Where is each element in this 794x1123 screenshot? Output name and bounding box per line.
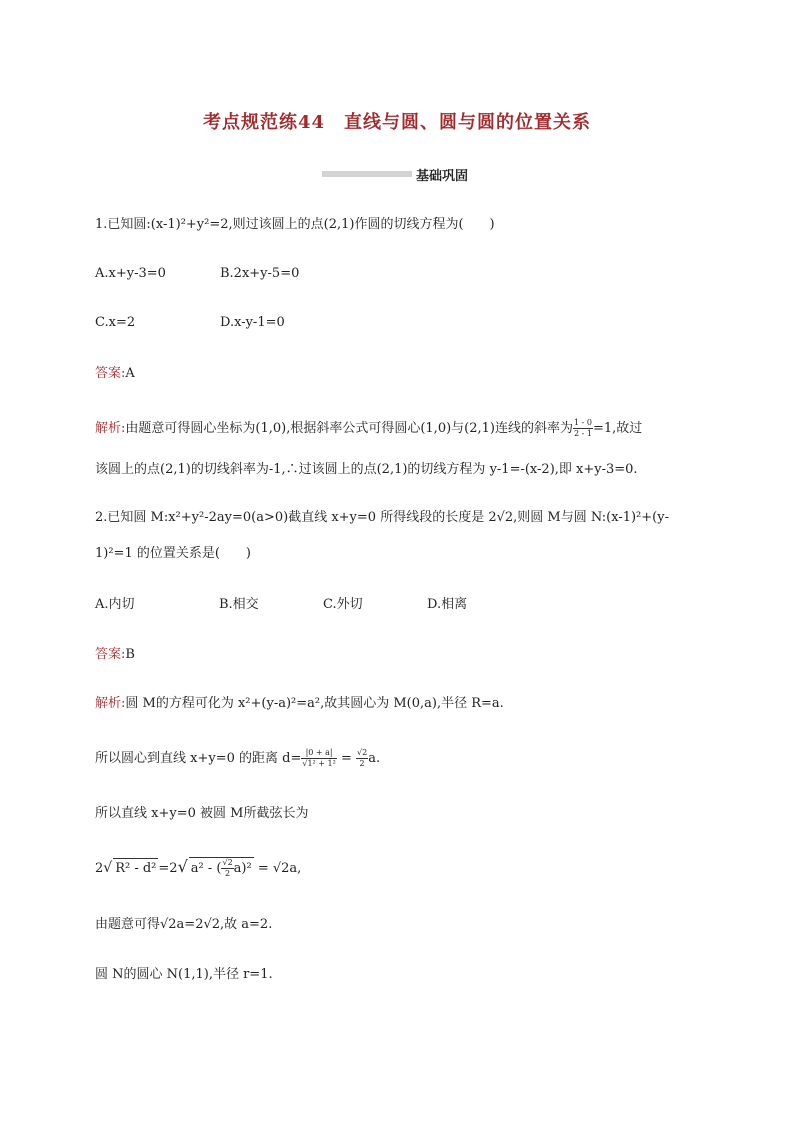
analysis-label: 解析: [95,696,126,711]
q2-chord-text: 所以直线 x+y=0 被圆 M所截弦长为 [95,806,309,821]
answer-value: B [125,647,135,662]
q1-options-row-2 [95,313,285,333]
q1-options-row-1 [95,264,299,284]
radicand: R² - d² [113,858,158,879]
q2-distance-line [95,748,380,769]
answer-label: 答案: [95,647,126,662]
q2-answer [95,645,135,665]
q1-option-a: A.x+y-3=0 [95,266,166,281]
q2-options-row [95,595,467,615]
section-heading: 基础巩固 [416,169,469,184]
radical-sign: √ [177,857,188,876]
q2-chord-formula [95,857,301,879]
radical-sign: √ [103,860,113,876]
analysis-text: 圆 M的方程可化为 x²+(y-a)²=a²,故其圆心为 M(0,a),半径 R=a. [125,696,504,711]
answer-value: A [125,366,135,381]
q2-option-d: D.相离 [427,597,468,612]
q2-option-a: A.内切 [95,597,135,612]
distance-text: 所以圆心到直线 x+y=0 的距离 d= [95,751,302,766]
q2-option-b: B.相交 [219,597,259,612]
q1-analysis-line-2: 该圆上的点(2,1)的切线斜率为-1,∴过该圆上的点(2,1)的切线方程为 y-1=-(x-2),即 x+y-3=0. [95,462,638,477]
fraction-numerator: |0 + a| [301,748,336,759]
q2-conclusion-2: 圆 N的圆心 N(1,1),半径 r=1. [95,967,273,982]
inner-fraction [221,858,233,879]
page-title: 考点规范练44 直线与圆、圆与圆的位置关系 [202,112,592,133]
distance-suffix: a. [368,751,381,766]
q2-stem-line-2: 1)²=1 的位置关系是( ) [95,546,251,561]
q1-analysis-line-1 [95,418,642,439]
fraction-denominator: 2 [359,759,365,768]
q2-conclusion-1: 由题意可得√2a=2√2,故 a=2. [95,917,273,932]
formula-equals: =2 [158,861,178,876]
fraction-denominator: √1² + 1² [302,759,336,768]
slope-fraction [573,418,593,439]
fraction-numerator: 1 - 0 [573,418,592,427]
analysis-label: 解析: [95,421,126,436]
radicand-part: a² - ( [190,861,222,876]
q1-answer [95,364,135,384]
q1-option-b: B.2x+y-5=0 [220,266,300,281]
formula-coefficient: 2 [95,861,104,876]
q2-option-c: C.外切 [323,597,363,612]
radicand-part: a)² [233,861,252,876]
fraction-denominator: 2 [225,869,231,878]
q1-option-c: C.x=2 [95,315,136,330]
q1-stem: 1.已知圆:(x-1)²+y²=2,则过该圆上的点(2,1)作圆的切线方程为( ) [95,217,495,232]
distance-fraction [301,748,336,769]
analysis-text: =1,故过 [592,421,643,436]
q2-analysis-line-1 [95,694,504,714]
formula-result: = √2a, [253,861,302,876]
radicand-complex [189,857,254,879]
fraction-denominator: 2 - 1 [573,429,592,438]
q2-stem-line-1: 2.已知圆 M:x²+y²-2ay=0(a>0)截直线 x+y=0 所得线段的长度是 2√2,则圆 M与圆 N:(x-1)²+(y- [95,510,669,525]
section-divider [322,171,412,177]
analysis-text: 由题意可得圆心坐标为(1,0),根据斜率公式可得圆心(1,0)与(2,1)连线的斜率为 [125,421,573,436]
q1-option-d: D.x-y-1=0 [220,315,285,330]
fraction-numerator: √2 [222,858,233,867]
fraction-numerator: √2 [357,748,368,757]
answer-label: 答案: [95,366,126,381]
result-fraction [356,748,368,769]
equals-sign: = [336,751,356,766]
